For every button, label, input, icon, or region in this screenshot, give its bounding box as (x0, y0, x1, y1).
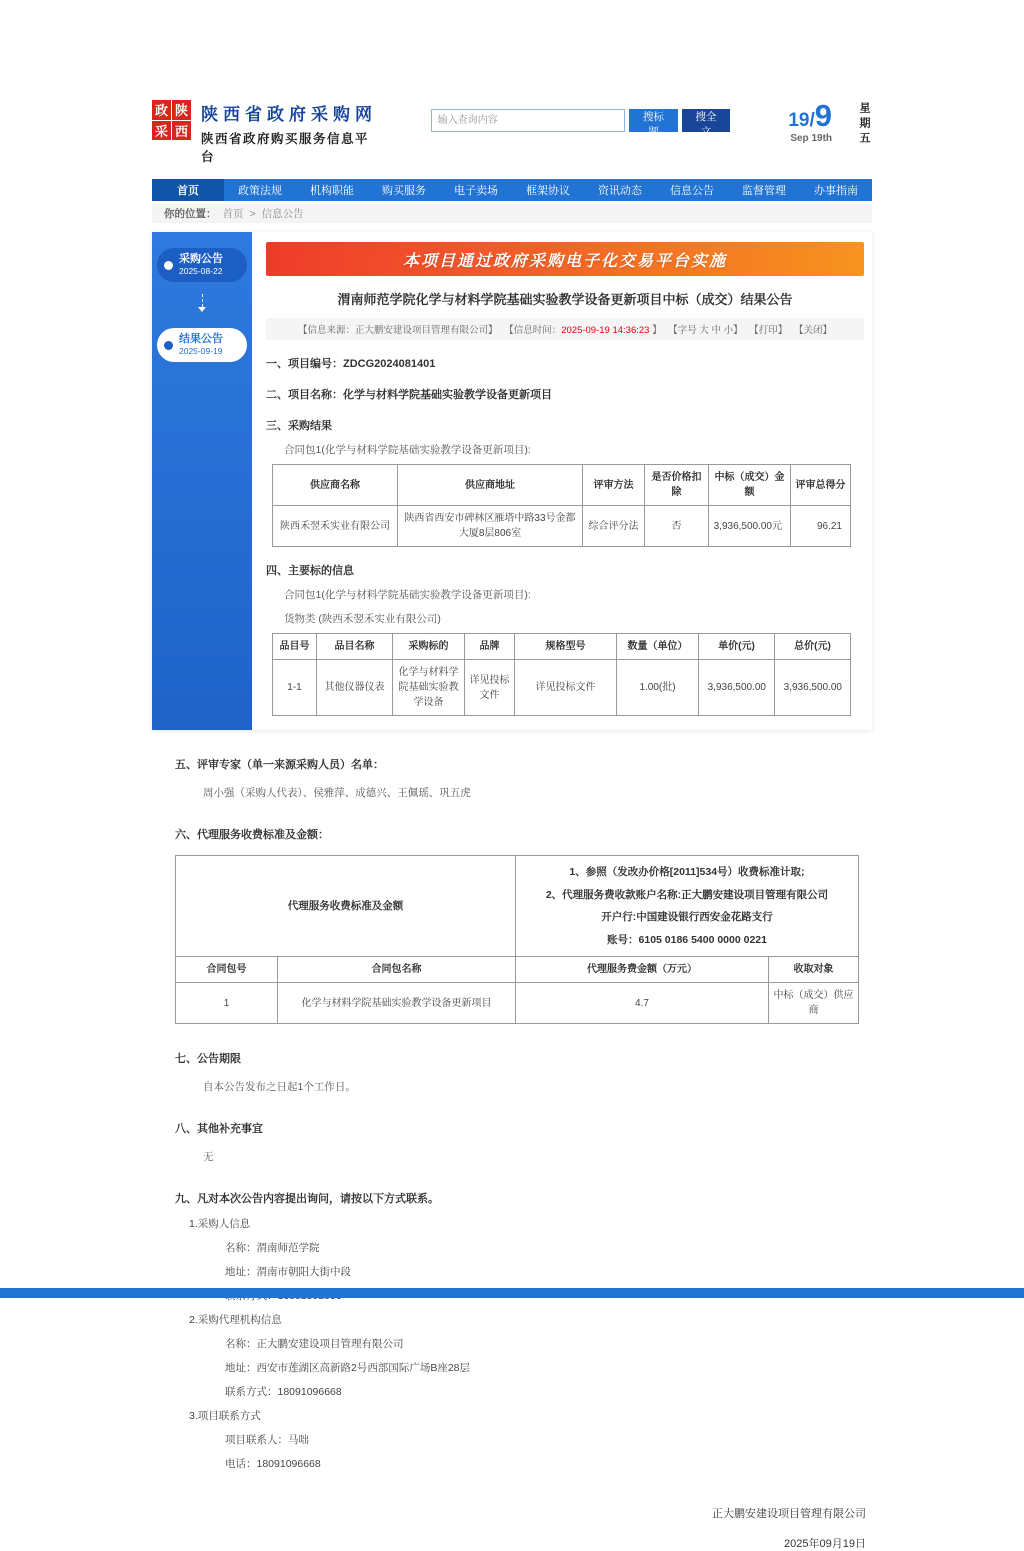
col-review-score: 评审总得分 (791, 465, 851, 506)
section-4-note2: 货物类 (陕西禾翌禾实业有限公司) (284, 613, 441, 625)
project-contact-phone: 电话：18091096668 (225, 1458, 321, 1471)
print-button[interactable]: 【打印】 (749, 325, 788, 336)
search-fulltext-button[interactable]: 搜全文 (682, 109, 731, 132)
table-header-row (273, 634, 851, 660)
col-fee-amount: 代理服务费金额（万元） (516, 957, 769, 983)
section-9-heading: 九、凡对本次公告内容提出询问，请按以下方式联系。 (175, 1193, 439, 1206)
fee-detail-line: 账号：6105 0186 5400 0000 0221 (607, 933, 767, 946)
project-contact-title: 3.项目联系方式 (189, 1410, 261, 1423)
cell-package-no: 1 (176, 983, 278, 1024)
col-total-price: 总价(元) (775, 634, 851, 660)
project-contact-name: 项目联系人：马咄 (225, 1434, 309, 1447)
date-slash: / (809, 110, 815, 131)
cell-review-method: 综合评分法 (583, 506, 645, 547)
fee-detail-line: 1、参照（发改办价格[2011]534号）收费标准计取; (569, 866, 805, 878)
nav-item-purchase-service[interactable]: 购买服务 (382, 185, 426, 197)
fee-detail-line: 开户行:中国建设银行西安金花路支行 (601, 911, 773, 924)
table-row (273, 506, 851, 547)
nav-item-functions[interactable]: 机构职能 (310, 185, 354, 197)
cell-total-price: 3,936,500.00 (775, 660, 851, 716)
cell-fee-payer: 中标（成交）供应商 (769, 983, 859, 1024)
page-title: 渭南师范学院化学与材料学院基础实验教学设备更新项目中标（成交）结果公告 (337, 292, 793, 307)
col-supplier-address: 供应商地址 (398, 465, 583, 506)
section-3-heading: 三、采购结果 (266, 420, 332, 432)
breadcrumb-sep: > (249, 207, 256, 220)
section-7-body: 自本公告发布之日起1个工作日。 (203, 1081, 356, 1094)
buyer-address: 地址：渭南市朝阳大街中段 (225, 1266, 351, 1279)
section-4-note1: 合同包1(化学与材料学院基础实验教学设备更新项目): (284, 589, 531, 601)
section-4-heading: 四、主要标的信息 (266, 565, 354, 577)
search-input[interactable] (431, 109, 626, 132)
sidebar-item-procurement-notice[interactable] (157, 248, 247, 282)
cell-supplier-name: 陕西禾翌禾实业有限公司 (273, 506, 398, 547)
sidebar-item-date: 2025-08-22 (179, 266, 223, 277)
nav-item-e-market[interactable]: 电子卖场 (454, 185, 498, 197)
section-8-body: 无 (203, 1151, 214, 1164)
section-6-heading: 六、代理服务收费标准及金额： (175, 829, 329, 841)
info-time: 【信息时间：2025-09-19 14:36:23 】 (504, 325, 662, 336)
date-month: 9 (814, 98, 833, 133)
table-header-row (176, 957, 859, 983)
section-5-heading: 五、评审专家（单一来源采购人员）名单： (175, 759, 384, 771)
agency-fee-table (175, 855, 859, 1024)
section-8-heading: 八、其他补充事宜 (175, 1123, 263, 1136)
weekday-label: 星期五 (858, 102, 871, 147)
platform-banner (266, 242, 864, 276)
col-award-amount: 中标（成交）金额 (709, 465, 791, 506)
cell-spec-model: 详见投标文件 (515, 660, 617, 716)
nav-item-framework[interactable]: 框架协议 (526, 185, 570, 197)
cell-fee-standard-label: 代理服务收费标准及金额 (176, 856, 516, 957)
col-supplier-name: 供应商名称 (273, 465, 398, 506)
nav-item-announcements[interactable]: 信息公告 (670, 185, 714, 197)
site-header (152, 100, 872, 165)
logo-char: 采 (152, 121, 171, 141)
col-fee-payer: 收取对象 (769, 957, 859, 983)
cell-review-score: 96.21 (791, 506, 851, 547)
table-row (176, 983, 859, 1024)
site-subtitle: 陕西省政府购买服务信息平台 (201, 132, 370, 164)
down-arrow-icon (152, 294, 252, 316)
search-title-button[interactable]: 搜标题 (629, 109, 678, 132)
col-unit-price: 单价(元) (699, 634, 775, 660)
search-area (431, 109, 731, 138)
site-title: 陕西省政府采购网 (201, 105, 378, 124)
info-source: 【信息来源：正大鹏安建设项目管理有限公司】 (298, 325, 498, 336)
timeline-dot-icon (164, 261, 173, 270)
cell-fee-standard-detail (516, 856, 859, 957)
article-head (252, 232, 872, 730)
cell-item-no: 1-1 (273, 660, 317, 716)
section-1-heading: 一、项目编号：ZDCG2024081401 (266, 358, 436, 370)
sidebar-item-label: 采购公告 (179, 253, 223, 265)
section-7-heading: 七、公告期限 (175, 1053, 241, 1066)
cell-award-amount: 3,936,500.00元 (709, 506, 791, 547)
close-button[interactable]: 【关闭】 (793, 325, 832, 336)
platform-banner-text: 本项目通过政府采购电子化交易平台实施 (402, 252, 727, 270)
main-content (152, 232, 872, 730)
page-wrapper (152, 0, 872, 1551)
col-item-name: 品目名称 (317, 634, 393, 660)
site-titles (201, 100, 379, 165)
section-2-heading: 二、项目名称：化学与材料学院基础实验教学设备更新项目 (266, 389, 552, 401)
footer-bar (0, 1288, 1024, 1298)
cell-quantity: 1.00(批) (617, 660, 699, 716)
site-logo[interactable] (152, 100, 191, 140)
col-price-deduction: 是否价格扣除 (645, 465, 709, 506)
nav-item-supervision[interactable]: 监督管理 (742, 185, 786, 197)
info-time-value: 2025-09-19 14:36:23 (561, 325, 650, 336)
timeline-dot-icon (164, 341, 173, 350)
table-row (273, 660, 851, 716)
table-row (176, 856, 859, 957)
logo-char: 西 (172, 121, 191, 141)
nav-item-policies[interactable]: 政策法规 (238, 185, 282, 197)
cell-price-deduction: 否 (645, 506, 709, 547)
signature-date: 2025年09月19日 (784, 1538, 866, 1551)
article-body (152, 756, 872, 1551)
date-english: Sep 19th (790, 133, 833, 144)
cell-unit-price: 3,936,500.00 (699, 660, 775, 716)
timeline-sidebar (152, 232, 252, 730)
signature-company: 正大鹏安建设项目管理有限公司 (712, 1508, 866, 1521)
nav-item-news[interactable]: 资讯动态 (598, 185, 642, 197)
col-package-name: 合同包名称 (278, 957, 516, 983)
cell-supplier-address: 陕西省西安市碑林区雁塔中路33号金都大厦8层806室 (398, 506, 583, 547)
font-size-controls[interactable]: 【字号 大 中 小】 (668, 325, 743, 336)
cell-package-name: 化学与材料学院基础实验教学设备更新项目 (278, 983, 516, 1024)
result-table (272, 464, 851, 547)
article-meta-bar (266, 318, 864, 340)
agency-phone: 联系方式：18091096668 (225, 1386, 342, 1399)
date-widget (788, 100, 832, 144)
cell-fee-amount: 4.7 (516, 983, 769, 1024)
col-brand: 品牌 (465, 634, 515, 660)
breadcrumb-label: 你的位置： (164, 208, 217, 220)
col-quantity: 数量（单位） (617, 634, 699, 660)
breadcrumb-current-link[interactable]: 信息公告 (261, 208, 304, 220)
buyer-name: 名称：渭南师范学院 (225, 1242, 320, 1255)
agency-info-title: 2.采购代理机构信息 (189, 1314, 282, 1327)
col-package-no: 合同包号 (176, 957, 278, 983)
col-spec-model: 规格型号 (515, 634, 617, 660)
cell-procurement-target: 化学与材料学院基础实验教学设备 (393, 660, 465, 716)
agency-name: 名称：正大鹏安建设项目管理有限公司 (225, 1338, 404, 1351)
col-review-method: 评审方法 (583, 465, 645, 506)
section-5-body: 周小强（采购人代表）、侯雅萍、成德兴、王佩瑶、巩五虎 (203, 787, 471, 799)
fee-detail-line: 2、代理服务费收款账户名称:正大鹏安建设项目管理有限公司 (545, 888, 829, 901)
sidebar-item-result-notice[interactable] (157, 328, 247, 362)
breadcrumb (152, 204, 872, 223)
nav-item-home[interactable]: 首页 (152, 179, 224, 201)
section-3-note: 合同包1(化学与材料学院基础实验教学设备更新项目): (284, 444, 531, 456)
logo-char: 政 (152, 100, 171, 120)
contact-info (175, 1216, 872, 1471)
main-nav (152, 179, 872, 201)
items-table (272, 633, 851, 716)
signature-block (175, 1505, 872, 1551)
breadcrumb-home-link[interactable]: 首页 (222, 208, 244, 220)
nav-item-guide[interactable]: 办事指南 (814, 185, 858, 197)
cell-item-name: 其他仪器仪表 (317, 660, 393, 716)
cell-brand: 详见投标文件 (465, 660, 515, 716)
agency-address: 地址：西安市莲湖区高新路2号西部国际广场B座28层 (225, 1362, 471, 1375)
sidebar-item-date: 2025-09-19 (179, 346, 223, 357)
date-day: 19 (788, 110, 810, 131)
col-procurement-target: 采购标的 (393, 634, 465, 660)
table-header-row (273, 465, 851, 506)
col-item-no: 品目号 (273, 634, 317, 660)
buyer-info-title: 1.采购人信息 (189, 1218, 251, 1231)
logo-char: 陕 (172, 100, 191, 120)
sidebar-item-label: 结果公告 (179, 333, 223, 346)
